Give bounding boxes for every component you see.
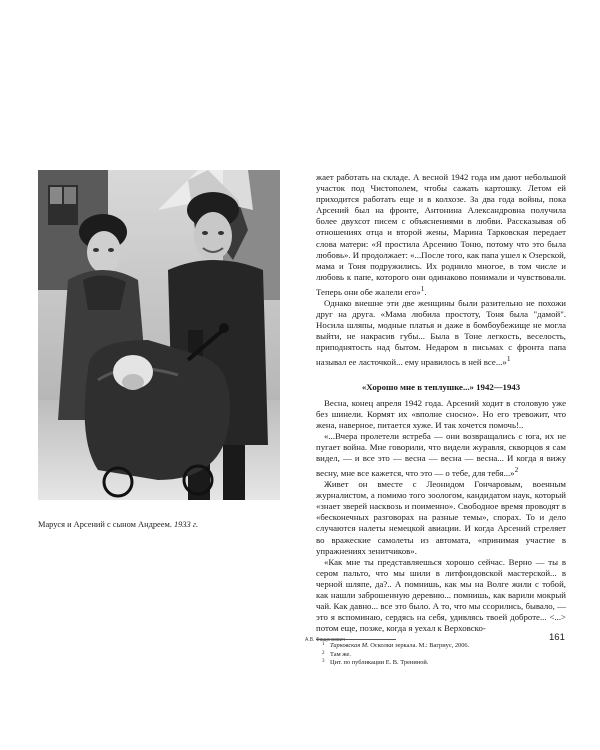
- photo-icon: [38, 170, 280, 500]
- paragraph: Весна, конец апреля 1942 года. Арсений ходит в столовую уже без шинели. Кормят их «вполне сносно». Но его тревожит, что жена, наверное, питается хуже. И так хочется помочь!..: [316, 397, 566, 430]
- footnote: [316, 642, 566, 650]
- footnote: [316, 659, 566, 667]
- caption-year: 1933 г.: [173, 520, 199, 529]
- footnote: [316, 651, 566, 659]
- section-heading: «Хорошо мне в теплушке...» 1942—1943: [361, 382, 521, 393]
- page-number: 161: [549, 632, 565, 643]
- imprint: А.В. Фащенкович: [305, 637, 346, 643]
- footnote-text: Там же.: [330, 650, 351, 658]
- footnote-ref: 1: [420, 283, 425, 293]
- paragraph-text: жает работать на складе. А весной 1942 года им дают небольшой участок под Чистополем, чтобы сажать картошку. Летом ей приходится работать еще и в колхозе. За два года войны, пока Арсений был на фронте, Антонина Александровна получила более двухсот писем с объяснениями в любви. Рассказывая об отношениях отца и второй жены, Марина Тарковская передает слова матери: «Я простила Арсению Тоню, потому что это была любовь». И продолжает: «...После того, как папа ушел к Озерской, мама и Тоня подружились. Их роднило многое, в том числе и любовь к папе, которого они одинаково понимали и чувствовали. Теперь они обе жалели его»: [316, 172, 566, 297]
- paragraph-text: «...Вчера пролетели ястреба — они возвращались с юга, их не пугает война. Мне говорили, что видели журавля, скворцов я сам видел, — и все это — весна — весна — весна... И когда я вижу весну, мне все кажется, что это — о тебе, для тебя...»: [316, 430, 566, 479]
- paragraph: [316, 431, 566, 479]
- paragraph: «Как мне ты представляешься хорошо сейчас. Верно — ты в сером пальто, что мы шили в литфондовской мастерской... в черной шляпе, да?.. А помнишь, как мы на Волге жили с тобой, как нашли заброшенную деревню... помнишь, как варили мокрый чай. Как давно... все это было. А то, что мы ссорились, бывало, — это я вспоминаю, сердясь на себя, удивлясь твоей доброте... <...> потом еще, позже, когда я уехал к Верховско-: [316, 556, 566, 634]
- footnote-ref: 2: [514, 465, 519, 475]
- caption-text: Маруся и Арсений с сыном Андреем.: [38, 520, 174, 529]
- paragraph: Живет он вместе с Леонидом Гончаровым, военным журналистом, а помимо того зоологом, кандидатом наук, который «знает зверей насквозь и поименно». Свободное время проводят в «бесконечных разговорах на разные темы», спорах. То и дело случаются налеты немецкой авиации. И когда Арсений стреляет во вражеские самолеты из автомата, «принимая участие в упражнениях зенитчиков».: [316, 479, 566, 556]
- footnote-number: 2: [322, 650, 325, 656]
- footnote-author: Тарковская М.: [330, 642, 369, 650]
- footnote-number: 3: [322, 658, 325, 664]
- photo-caption: [38, 519, 298, 530]
- paragraph: [316, 298, 566, 368]
- footnote-number: 1: [322, 642, 325, 648]
- footnotes: [316, 642, 566, 667]
- text-column: [316, 172, 566, 667]
- paragraph: жает работать на складе. А весной 1942 года им дают небольшой участок под Чистополем, чтобы сажать картошку. Летом ей приходится работать еще и в колхозе. За два года войны, пока Арсений был на фронте, Антонина Александровна получила более двухсот писем с объяснениями в любви. Рассказывая об отношениях отца и второй жены, Марина Тарковская передает слова матери: «Я простила Арсению Тоню, потому что это была любовь». И продолжает: «...После того, как папа ушел к Озерской, мама и Тоня подружились. Их роднило многое, в том числе и любовь к папе, которого они одинаково понимали и чувствовали. Теперь они обе жалели его»$^1$.: [316, 172, 566, 297]
- footnote-text: Цит. по публикации Е. В. Трениной.: [330, 658, 429, 666]
- paragraph-text: Однако внешне эти две женщины были разительно не похожи друг на друга. «Мама любила простоту, Тоня была "дамой". Носила шляпы, модные платья и даже в бомбоубежище не могла выйти, не накрасив губы... Была в Тоне легкость, веселость, приподнятость над бытом. Недаром в письмах с фронта папа называл ее ласточкой... ему нравилось в ней все...»: [316, 297, 566, 368]
- footnote-ref: 1: [506, 354, 511, 364]
- footnote-text: Осколки зеркала. М.: Вагриус, 2006.: [368, 642, 470, 650]
- archival-photo: [38, 170, 280, 500]
